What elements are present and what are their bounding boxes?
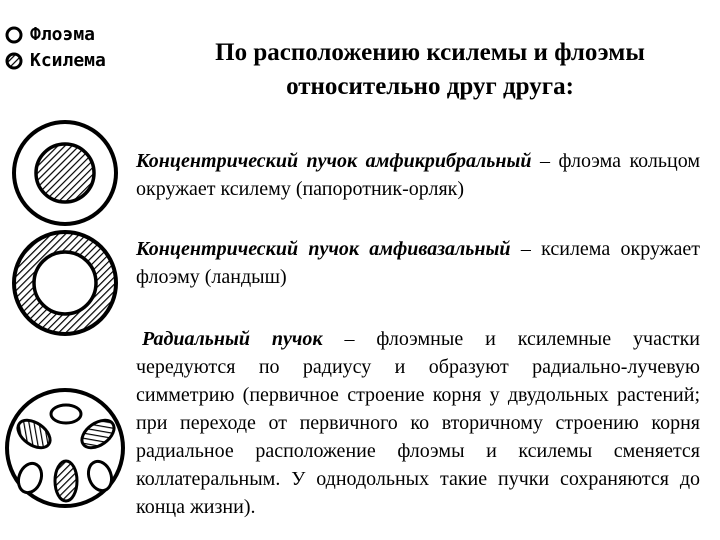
xylem-core — [36, 144, 94, 202]
amphicribral-bundle-diagram — [0, 118, 136, 228]
phloem-core — [34, 252, 96, 314]
amphicribral-text: – флоэма кольцом окружает ксилему (папоротник-орляк) — [136, 150, 700, 200]
title-line-2: относительно друг друга: — [286, 73, 574, 100]
amphicribral-term: Концентрический пучок амфикрибральный — [136, 150, 532, 172]
amphivasal-term: Концентрический пучок амфивазальный — [136, 238, 511, 260]
radial-text: – флоэмные и ксилемные участки чередуются по радиусу и образуют радиально-лучевую симметрию (первичное строение корня у двудольных растений; при переходе от первичного ко вторичному строению корня радиальное расположение флоэмы и ксилемы сменяется коллатеральным. У однодольных такие пучки сохраняются до конца жизни). — [136, 328, 700, 518]
amphivasal-bundle-diagram — [0, 228, 136, 338]
radial-bundle-diagram — [0, 378, 136, 518]
amphivasal-text: – ксилема окружает флоэму (ландыш) — [136, 238, 700, 288]
amphivasal-description — [136, 235, 700, 291]
radial-term: Радиальный пучок — [142, 328, 323, 350]
legend-phloem — [4, 22, 106, 48]
phloem-patch — [51, 405, 81, 423]
xylem-patch — [55, 461, 77, 501]
amphicribral-description — [136, 147, 700, 203]
title-line-1: По расположению ксилемы и флоэмы — [215, 39, 645, 66]
legend-phloem-label: Флоэма — [30, 24, 96, 45]
legend-xylem — [4, 48, 106, 74]
xylem-symbol-icon — [4, 51, 24, 71]
legend — [4, 22, 106, 74]
phloem-symbol-icon — [4, 25, 24, 45]
radial-description — [136, 325, 700, 521]
page-title — [140, 36, 720, 104]
legend-xylem-label: Ксилема — [30, 50, 106, 71]
